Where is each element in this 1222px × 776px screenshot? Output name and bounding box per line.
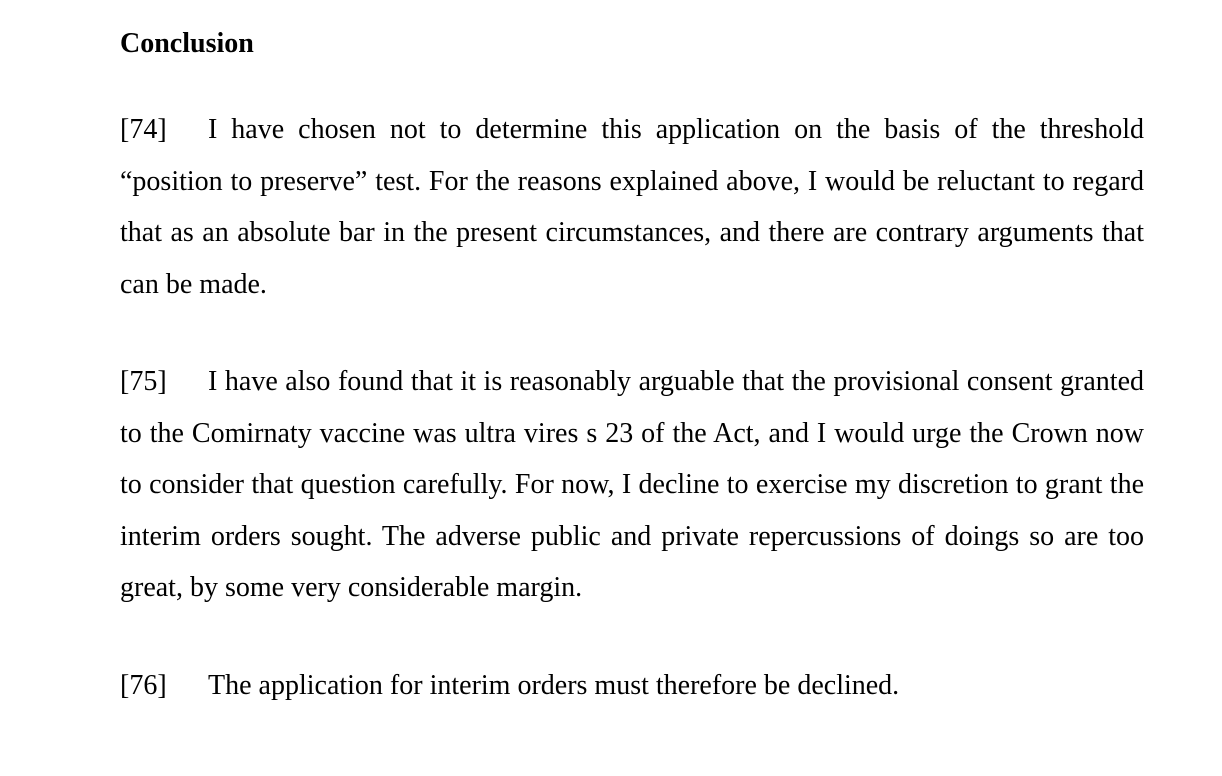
paragraph-text: The application for interim orders must therefore be declined.: [208, 669, 900, 701]
paragraph-number: [74]: [120, 114, 167, 145]
paragraph-text: I have also found that it is reasonably arguable that the provisional consent granted to the Comirnaty vaccine was ultra vires s 23 of the Act, and I would urge the Crown now to consider that question carefully. For now, I decline to exercise my discretion to grant the interim orders sought. The adverse public and private repercussions of doings so are too great, by some very considerable margin.: [120, 366, 1144, 603]
paragraph-number: [76]: [120, 669, 167, 701]
paragraph-text: I have chosen not to determine this application on the basis of the threshold “position to preserve” test. For the reasons explained above, I would be reluctant to regard that as an absolute bar in the present circumstances, and there are contrary arguments that can be made.: [120, 114, 1144, 300]
paragraph-74: [120, 104, 1144, 310]
document-page: [120, 24, 1144, 757]
paragraph-number: [75]: [120, 366, 167, 397]
paragraph-76: [120, 660, 1144, 712]
section-heading: Conclusion: [120, 28, 254, 59]
paragraph-75: [120, 356, 1144, 614]
